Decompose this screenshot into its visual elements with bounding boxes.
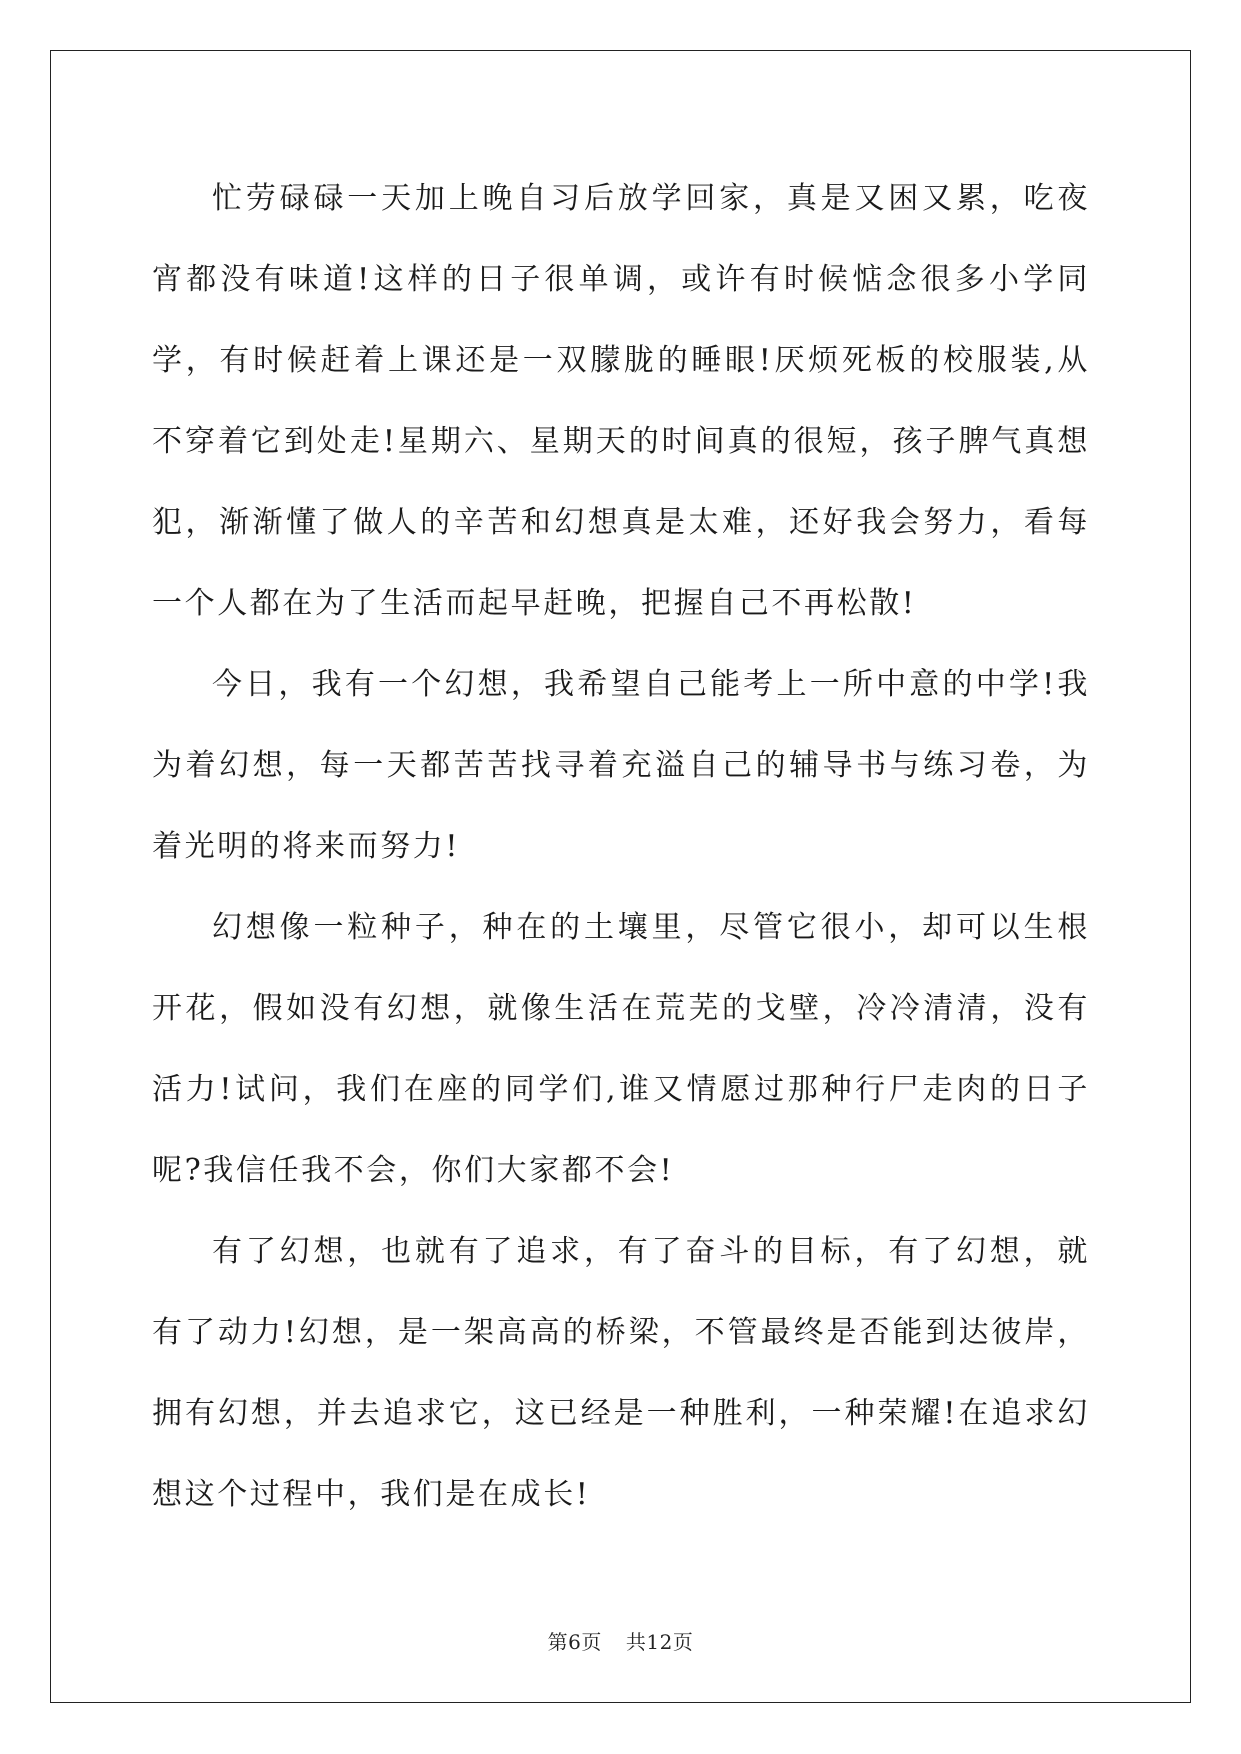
paragraph-1: 忙劳碌碌一天加上晚自习后放学回家，真是又困又累，吃夜宵都没有味道!这样的日子很单调，或许有时候惦念很多小学同学，有时候赶着上课还是一双朦胧的睡眼!厌烦死板的校服装,从不穿着它到处走!星期六、星期天的时间真的很短，孩子脾气真想犯，渐渐懂了做人的辛苦和幻想真是太难，还好我会努力，看每一个人都在为了生活而起早赶晚，把握自己不再松散!	[152, 181, 1090, 621]
document-body	[152, 158, 1090, 1535]
paragraph-3: 幻想像一粒种子，种在的土壤里，尽管它很小，却可以生根开花，假如没有幻想，就像生活在荒芜的戈壁，冷冷清清，没有活力!试问，我们在座的同学们,谁又情愿过那种行尸走肉的日子呢?我信任我不会，你们大家都不会!	[152, 910, 1090, 1188]
paragraph-2: 今日，我有一个幻想，我希望自己能考上一所中意的中学!我为着幻想，每一天都苦苦找寻着充溢自己的辅导书与练习卷，为着光明的将来而努力!	[152, 667, 1090, 864]
paragraph-4: 有了幻想，也就有了追求，有了奋斗的目标，有了幻想，就有了动力!幻想，是一架高高的桥梁，不管最终是否能到达彼岸，拥有幻想，并去追求它，这已经是一种胜利，一种荣耀!在追求幻想这个过程中，我们是在成长!	[152, 1234, 1090, 1512]
page-footer	[0, 1626, 1241, 1655]
total-pages-label: 共12页	[625, 1630, 694, 1654]
current-page-label: 第6页	[547, 1630, 602, 1654]
